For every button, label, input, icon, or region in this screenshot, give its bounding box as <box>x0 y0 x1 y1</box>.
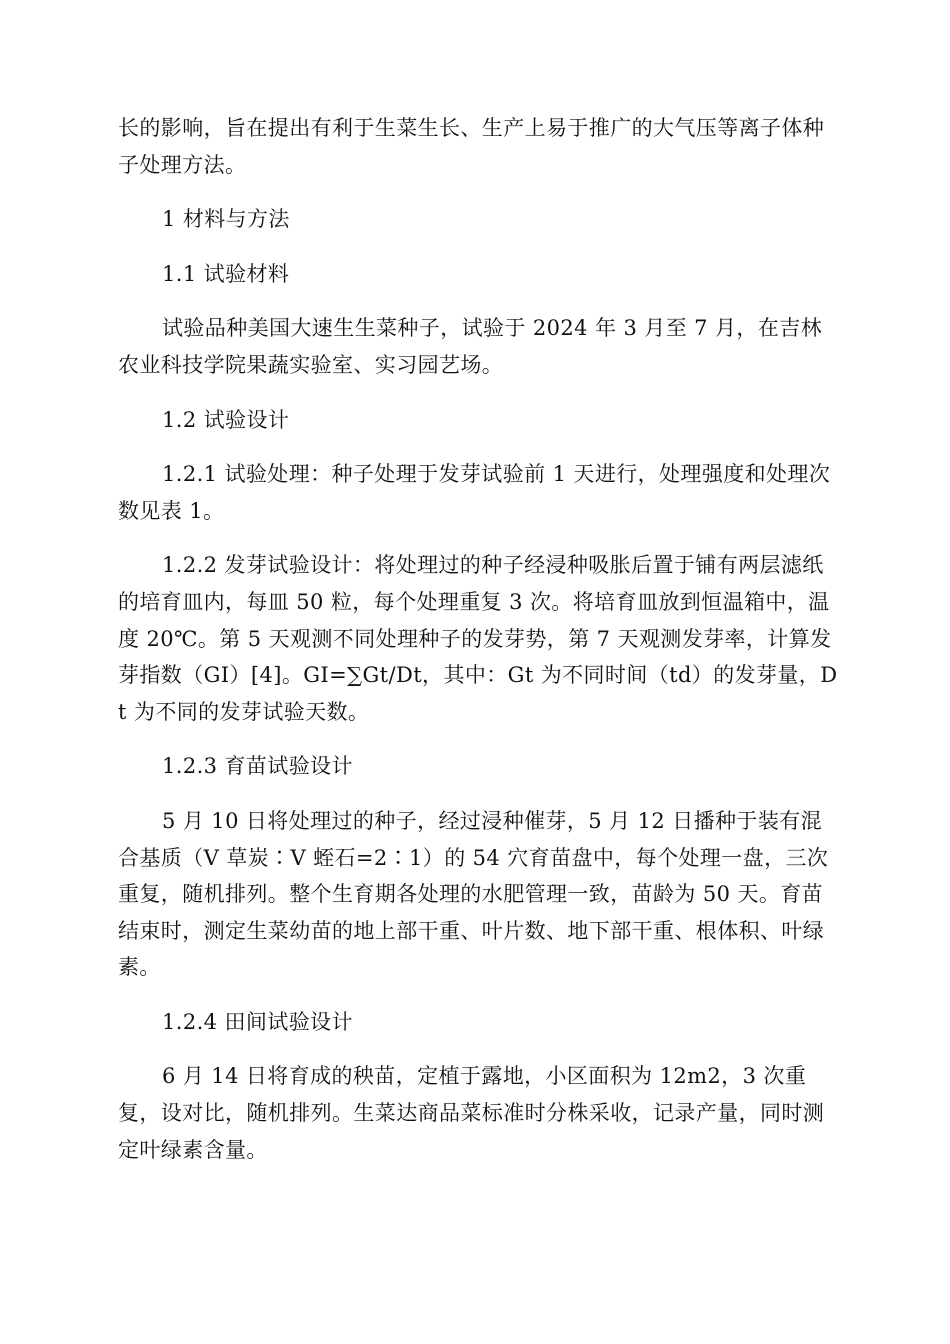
subsection-heading-test-design: 1.2 试验设计 <box>162 407 290 432</box>
subsection-heading-test-materials: 1.1 试验材料 <box>162 261 290 286</box>
document-page <box>118 110 838 1168</box>
field-design-heading: 1.2.4 田间试验设计 <box>162 1009 353 1034</box>
field-design-paragraph: 6 月 14 日将育成的秧苗，定植于露地，小区面积为 12m2，3 次重复，设对比，随机排列。生菜达商品菜标准时分株采收，记录产量，同时测定叶绿素含量。 <box>118 1064 825 1162</box>
section-heading-materials-methods: 1 材料与方法 <box>162 207 290 232</box>
test-treatment-paragraph: 1.2.1 试验处理：种子处理于发芽试验前 1 天进行，处理强度和处理次数见表 1。 <box>118 462 831 523</box>
test-materials-paragraph: 试验品种美国大速生生菜种子，试验于 2024 年 3 月至 7 月，在吉林农业科技学院果蔬实验室、实习园艺场。 <box>118 316 823 377</box>
seedling-design-paragraph: 5 月 10 日将处理过的种子，经过浸种催芽，5 月 12 日播种于装有混合基质（V 草炭∶V 蛭石=2∶1）的 54 穴育苗盘中，每个处理一盘，三次重复，随机排列。整个生育期各处理的水肥管理一致，苗龄为 50 天。育苗结束时，测定生菜幼苗的地上部干重、叶片数、地下部干重、根体积、叶绿素。 <box>118 808 829 980</box>
seedling-design-heading: 1.2.3 育苗试验设计 <box>162 754 353 779</box>
intro-continuation-paragraph: 长的影响，旨在提出有利于生菜生长、生产上易于推广的大气压等离子体种子处理方法。 <box>118 116 825 177</box>
germination-design-paragraph: 1.2.2 发芽试验设计：将处理过的种子经浸种吸胀后置于铺有两层滤纸的培育皿内，每皿 50 粒，每个处理重复 3 次。将培育皿放到恒温箱中，温度 20℃。第 5 天观测不同处理种子的发芽势，第 7 天观测发芽率，计算发芽指数（GI）[4]。GI=∑Gt/Dt，其中：Gt 为不同时间（td）的发芽量，Dt 为不同的发芽试验天数。 <box>118 553 838 724</box>
